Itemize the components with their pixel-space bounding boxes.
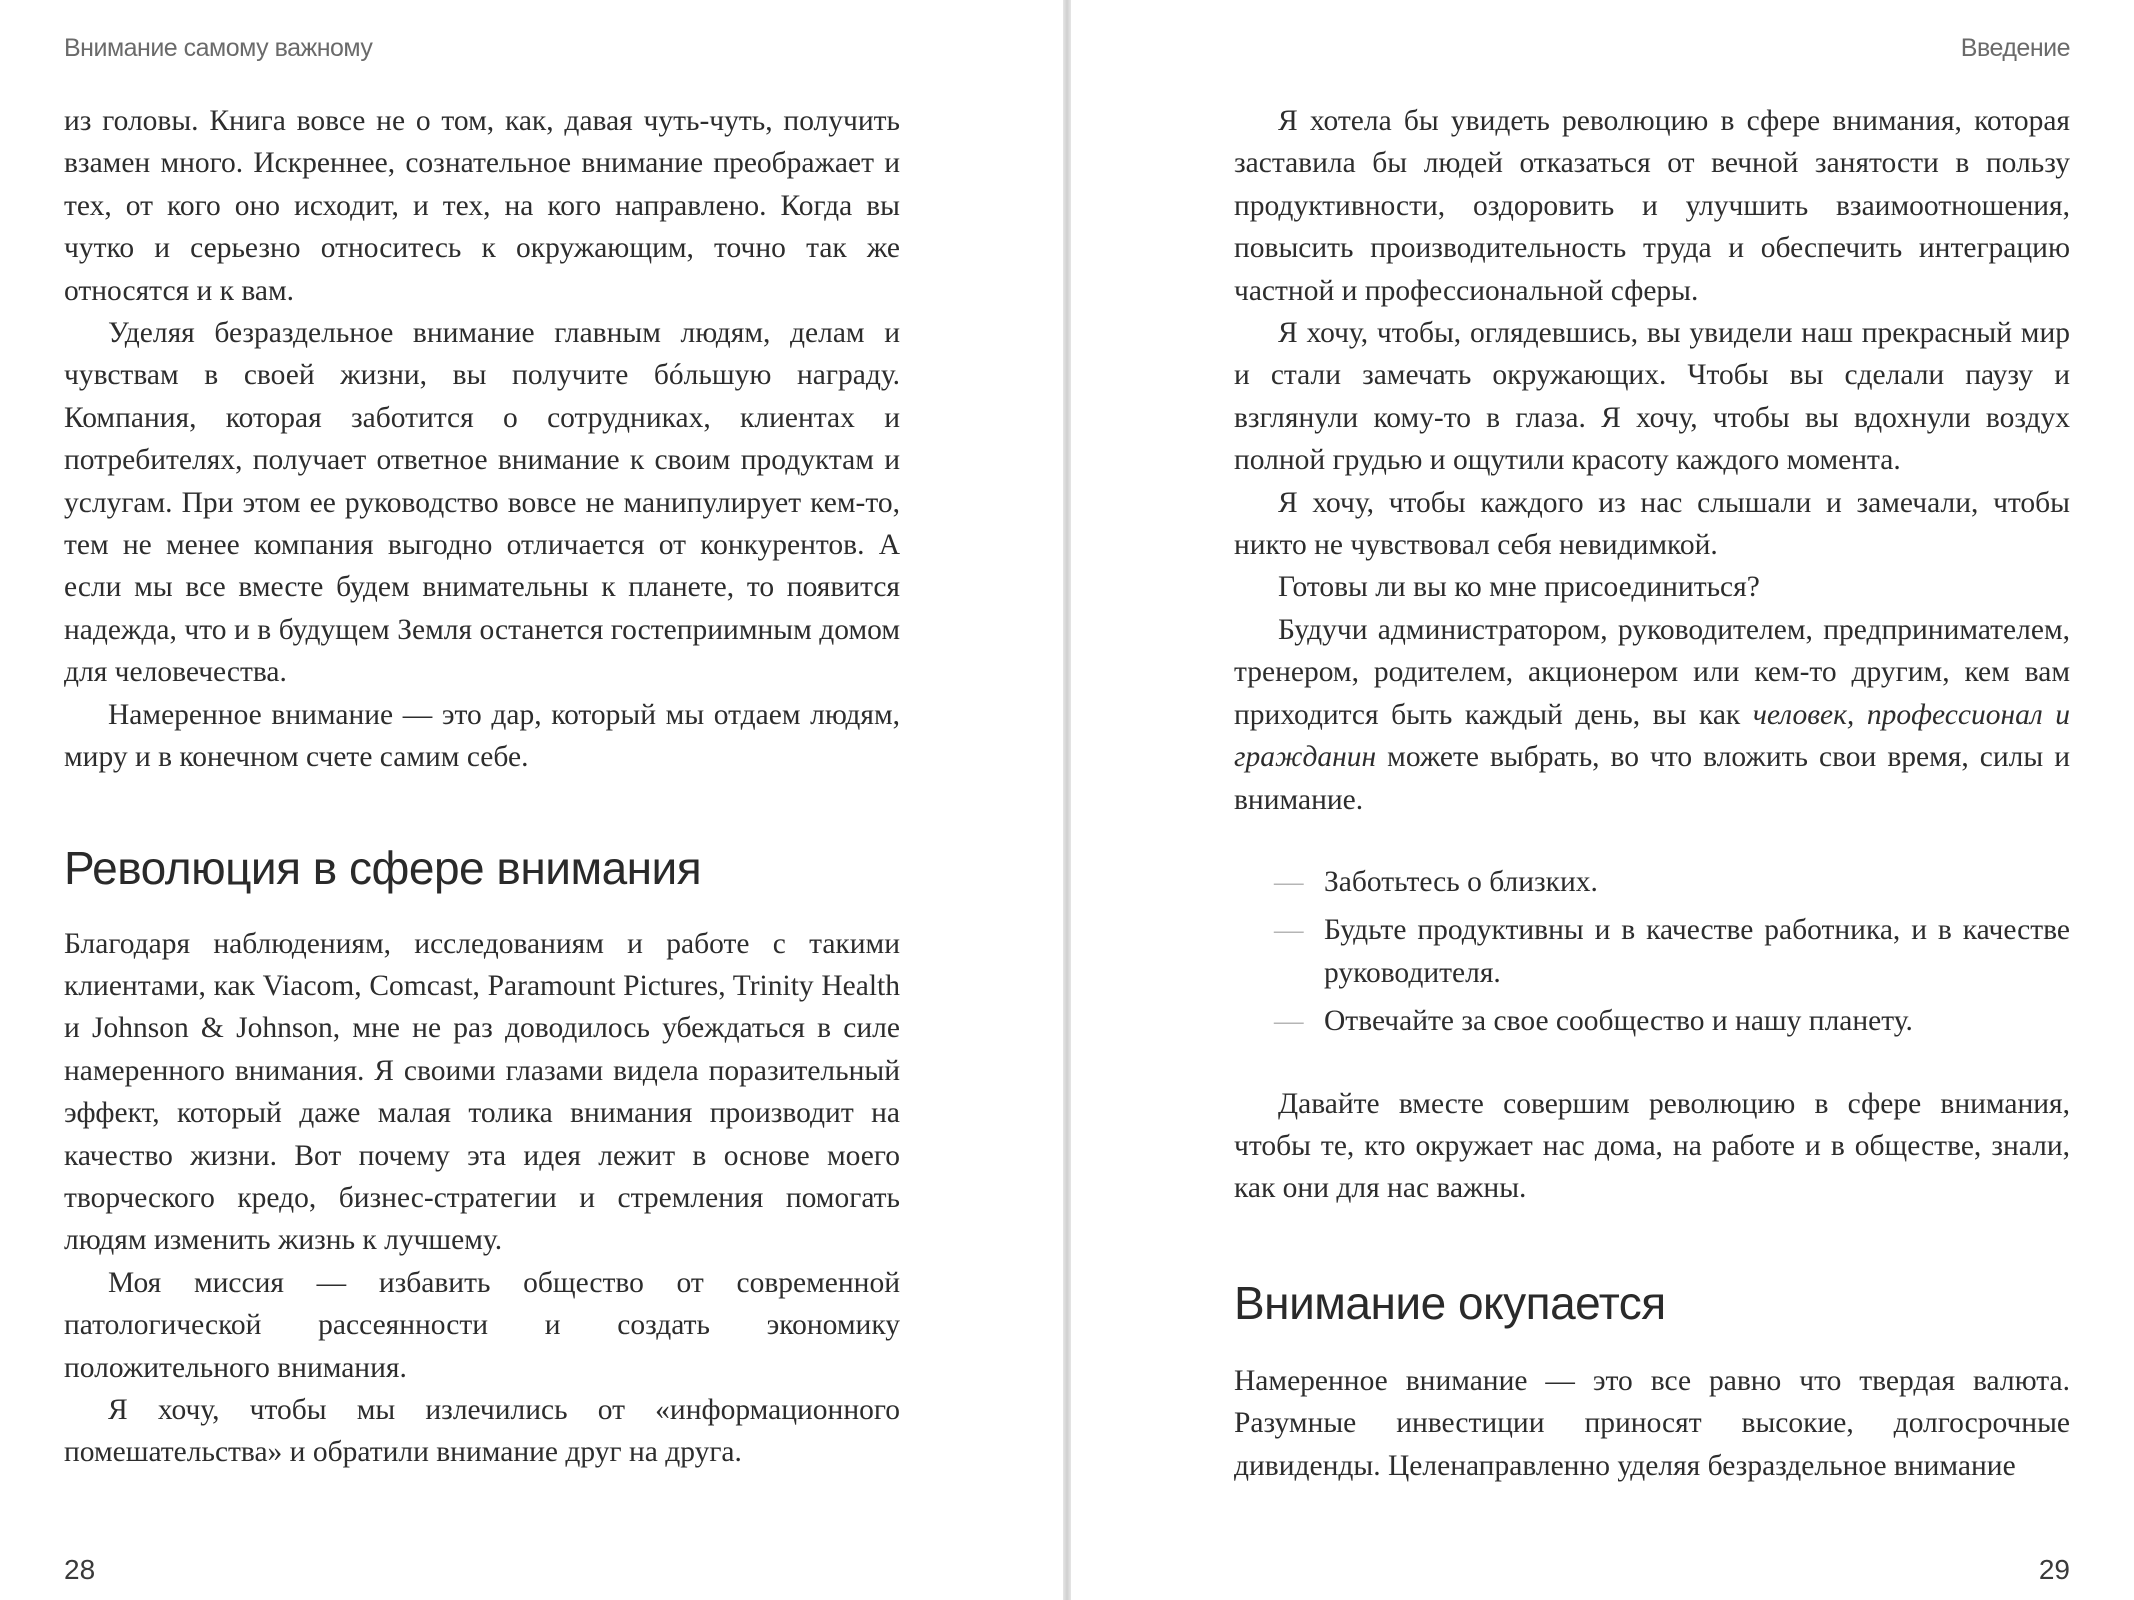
right-page <box>1071 0 2134 1600</box>
paragraph: Уделяя безраздельное внимание главным людям, делам и чувствам в своей жизни, вы получите бóльшую награду. Компания, которая заботится о сотрудниках, клиентах и потребителях, получает ответное внимание к своим продуктам и услугам. При этом ее руководство вовсе не манипулирует кем-то, тем не менее компания выгодно отличается от конкурентов. А если мы все вместе будем внимательны к планете, то появится надежда, что и в будущем Земля останется гостеприимным домом для человечества. <box>64 317 900 689</box>
left-page-body <box>64 100 900 1474</box>
bullet-list <box>1234 861 2070 1043</box>
paragraph: Моя миссия — избавить общество от современной патологической рассеянности и создать экономику положительного внимания. <box>64 1266 900 1384</box>
paragraph: Я хочу, чтобы, оглядевшись, вы увидели наш прекрасный мир и стали замечать окружающих. Чтобы вы сделали паузу и взглянули кому-то в глаза. Я хочу, чтобы вы вдохнули воздух полной грудью и ощутили красоту каждого момента. <box>1234 317 2070 477</box>
paragraph: Благодаря наблюдениям, исследованиям и работе с такими клиентами, как Viacom, Comcast, Paramount Pictures, Trinity Health и Johnson & Johnson, мне не раз доводилось убеждаться в силе намеренного внимания. Я своими глазами видела поразительный эффект, который даже малая толика внимания производит на качество жизни. Вот почему эта идея лежит в основе моего творческого кредо, бизнес-стратегии и стремления помогать людям изменить жизнь к лучшему. <box>64 927 900 1257</box>
dash-marker: — <box>1274 914 1304 947</box>
list-item <box>1274 909 2070 994</box>
paragraph: из головы. Книга вовсе не о том, как, давая чуть-чуть, получить взамен много. Искреннее, сознательное внимание преображает и тех, от кого оно исходит, и тех, на кого направлено. Когда вы чутко и серьезно относитесь к окружающим, точно так же относятся и к вам. <box>64 105 900 307</box>
left-page <box>0 0 1063 1600</box>
page-number-left: 28 <box>64 1554 96 1585</box>
paragraph-roles <box>1234 609 2070 821</box>
dash-marker: — <box>1274 1005 1304 1038</box>
list-item-text: Отвечайте за свое сообщество и нашу планету. <box>1324 1005 1913 1038</box>
running-head-left: Внимание самому важному <box>64 34 373 62</box>
list-item-text: Заботьтесь о близких. <box>1324 865 1598 898</box>
paragraph: Намеренное внимание — это дар, который мы отдаем людям, миру и в конечном счете самим себе. <box>64 698 900 774</box>
roles-text-after: можете выбрать, во что вложить свои время, силы и внимание. <box>1234 741 2070 816</box>
right-page-body <box>1234 100 2070 1487</box>
list-item <box>1274 1000 2070 1042</box>
roles-emphasis: человек, профессионал и гражданин <box>1234 698 2070 774</box>
section-heading: Внимание окупается <box>1234 1276 1666 1329</box>
paragraph: Готовы ли вы ко мне присоединиться? <box>1278 571 1760 604</box>
paragraph: Я хотела бы увидеть революцию в сфере внимания, которая заставила бы людей отказаться от вечной занятости в пользу продуктивности, оздоровить и улучшить взаимоотношения, повысить производительность труда и обеспечить интеграцию частной и профессиональной сферы. <box>1234 105 2070 307</box>
paragraph: Я хочу, чтобы мы излечились от «информационного помешательства» и обратили внимание друг на друга. <box>64 1393 900 1469</box>
list-item-text: Будьте продуктивны и в качестве работника, и в качестве руководителя. <box>1324 914 2070 989</box>
list-item <box>1274 861 2070 903</box>
paragraph: Намеренное внимание — это все равно что твердая валюта. Разумные инвестиции приносят высокие, долгосрочные дивиденды. Целенаправленно уделяя безраздельное внимание <box>1234 1364 2070 1482</box>
book-gutter <box>1063 0 1071 1600</box>
paragraph: Я хочу, чтобы каждого из нас слышали и замечали, чтобы никто не чувствовал себя невидимкой. <box>1234 486 2070 562</box>
running-head-right: Введение <box>1960 34 2070 62</box>
paragraph: Давайте вместе совершим революцию в сфере внимания, чтобы те, кто окружает нас дома, на работе и в обществе, знали, как они для нас важны. <box>1234 1087 2070 1205</box>
page-number-right: 29 <box>2038 1554 2070 1585</box>
roles-text-before: Будучи администратором, руководителем, предпринимателем, тренером, родителем, акционером или кем-то другим, кем вам приходится быть каждый день, вы как <box>1234 613 2070 731</box>
dash-marker: — <box>1274 865 1304 898</box>
section-heading: Революция в сфере внимания <box>64 841 702 894</box>
